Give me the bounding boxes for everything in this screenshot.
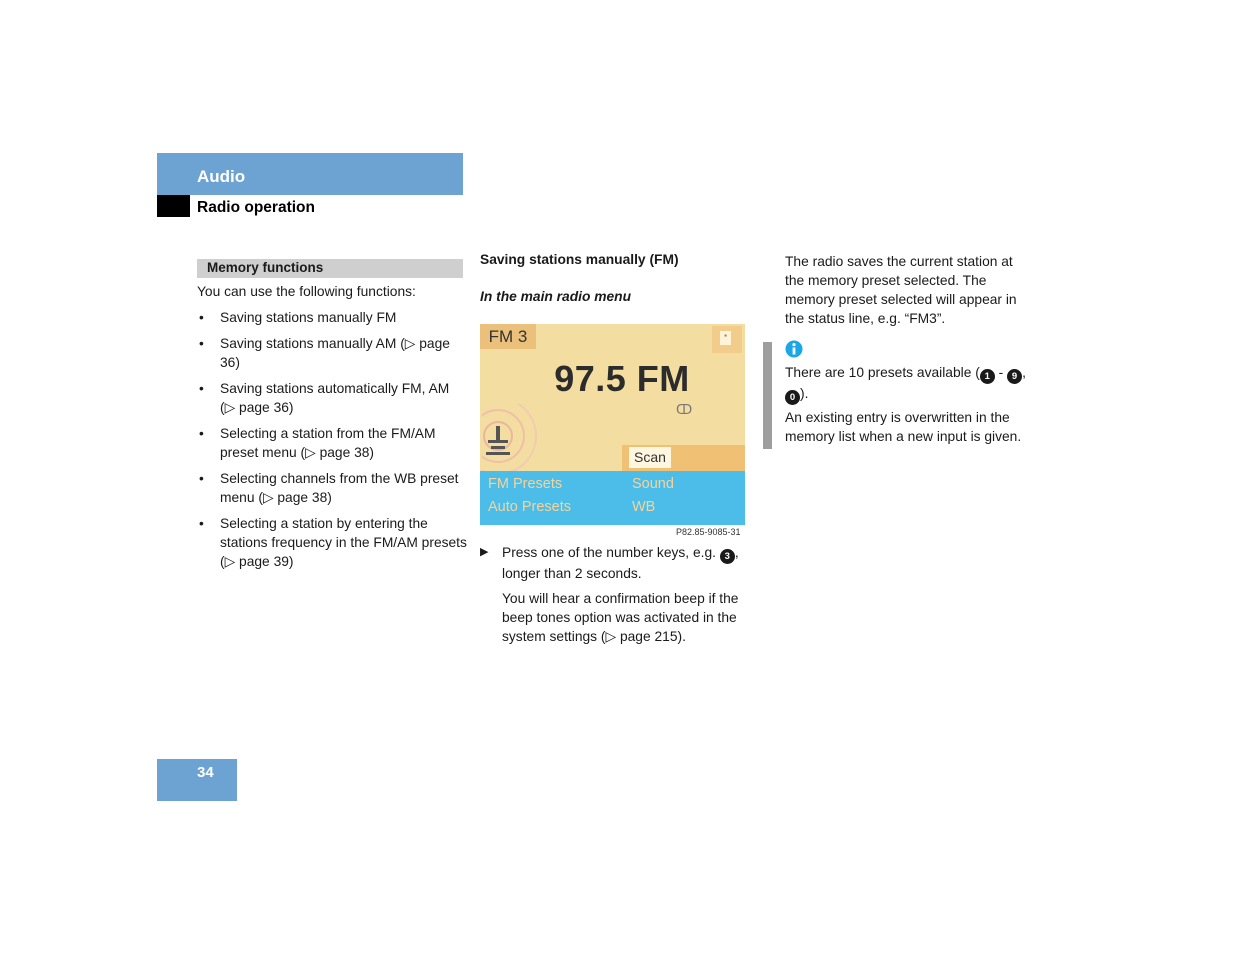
number-key-1-icon: 1 — [980, 369, 995, 384]
list-item: • Saving stations manually FM — [197, 308, 467, 327]
memory-card-icon: ▪ — [720, 331, 731, 345]
frequency-display: 97.5 FM — [554, 358, 690, 399]
list-item: • Selecting channels from the WB preset menu (▷ page 38) — [197, 469, 467, 507]
list-item: • Selecting a station by entering the stations frequency in the FM/AM presets (▷ page 39) — [197, 514, 467, 571]
presets-info-text: There are 10 presets available ( — [785, 365, 980, 380]
info-margin-bar — [763, 342, 772, 449]
info-icon — [785, 340, 803, 358]
presets-info — [785, 363, 1040, 405]
step-arrow-icon: ▶ — [480, 546, 489, 558]
menu-auto-presets[interactable]: Auto Presets — [488, 499, 572, 515]
number-key-0-icon: 0 — [785, 390, 800, 405]
number-key-3-icon: 3 — [720, 549, 735, 564]
menu-fm-presets[interactable]: FM Presets — [488, 476, 563, 492]
scan-button[interactable]: Scan — [629, 447, 671, 468]
step-text-end: , longer than 2 seconds. — [502, 545, 739, 581]
saving-subtitle: In the main radio menu — [480, 289, 632, 304]
save-explanation: The radio saves the current station at the memory preset selected. The memory preset selected will appear in the status line, e.g. “FM3”. — [785, 254, 1017, 326]
chapter-title: Audio — [197, 167, 246, 186]
list-item: • Selecting a station from the FM/AM preset menu (▷ page 38) — [197, 424, 467, 462]
section-subtitle: Radio operation — [197, 199, 315, 216]
menu-sound[interactable]: Sound — [632, 476, 674, 492]
memory-intro: You can use the following functions: — [197, 284, 416, 299]
overwrite-note: An existing entry is overwritten in the memory list when a new input is given. — [785, 410, 1022, 444]
step-text: Press one of the number keys, e.g. — [502, 545, 716, 560]
stereo-icon: ↀ — [676, 402, 693, 417]
radio-screen-image — [480, 324, 745, 525]
presets-info-comma: , — [1022, 365, 1026, 380]
header-marker — [157, 195, 190, 217]
number-key-9-icon: 9 — [1007, 369, 1022, 384]
presets-info-dash: - — [994, 365, 1008, 380]
saving-title: Saving stations manually (FM) — [480, 252, 679, 267]
menu-wb[interactable]: WB — [632, 499, 656, 515]
page-number: 34 — [197, 764, 214, 781]
list-item: • Saving stations manually AM (▷ page 36) — [197, 334, 467, 372]
band-indicator: FM 3 — [480, 324, 536, 349]
list-item: • Saving stations automatically FM, AM (▷ page 36) — [197, 379, 467, 417]
confirmation-note: You will hear a confirmation beep if the beep tones option was activated in the system settings (▷ page 215). — [502, 591, 739, 644]
presets-info-end: ). — [800, 386, 809, 401]
memory-function-list — [197, 308, 467, 578]
memory-functions-title: Memory functions — [207, 260, 324, 275]
antenna-signal-icon — [482, 404, 542, 474]
image-caption: P82.85-9085-31 — [676, 527, 741, 537]
